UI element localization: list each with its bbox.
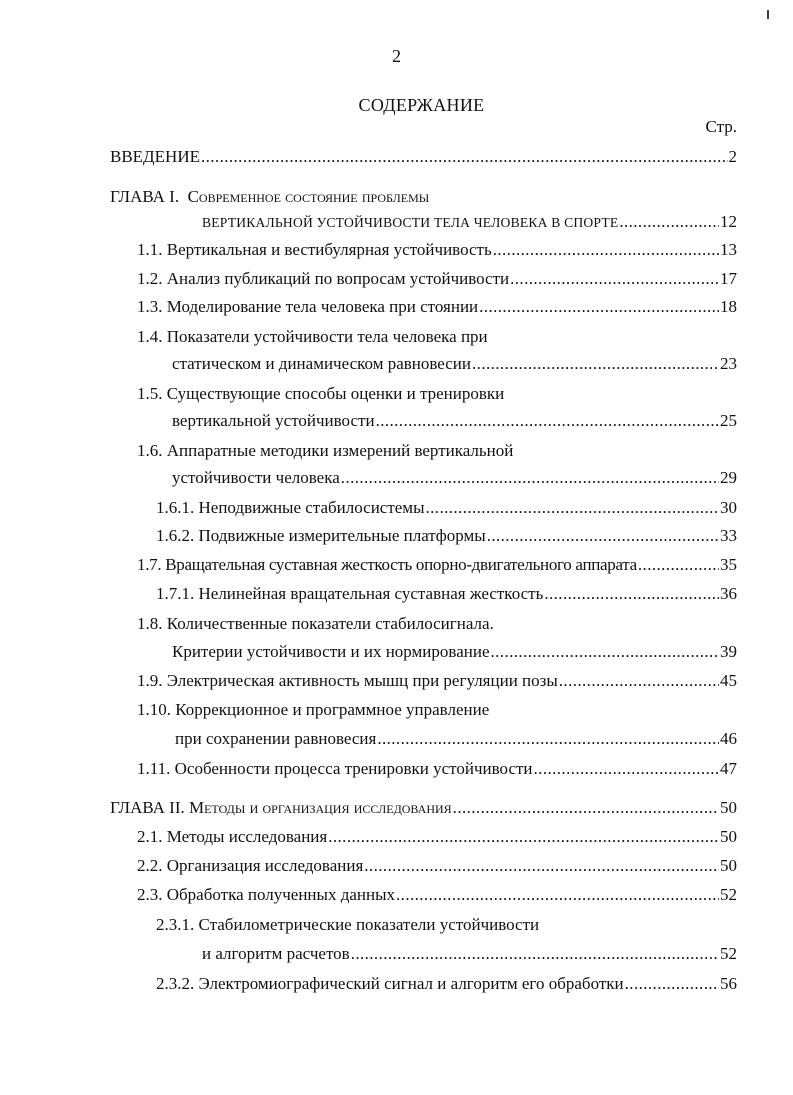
toc-entry-2-3[interactable] bbox=[137, 884, 737, 906]
toc-entry-text: 1.9. Электрическая активность мышц при регуляции позы bbox=[137, 671, 558, 690]
toc-entry-text: 1.2. Анализ публикаций по вопросам устойчивости bbox=[137, 269, 510, 288]
page-number: 2 bbox=[392, 46, 401, 66]
toc-page-number: 46 bbox=[720, 729, 737, 748]
dot-leader bbox=[638, 554, 719, 576]
dot-leader bbox=[487, 525, 719, 547]
toc-entry-2-3-2[interactable] bbox=[156, 973, 737, 995]
toc-entry-text-cont: Критерии устойчивости и их нормирование bbox=[172, 642, 490, 661]
dot-leader bbox=[426, 497, 720, 519]
dot-leader bbox=[544, 583, 719, 605]
chapter-title: Современное состояние проблемы bbox=[187, 187, 430, 206]
toc-page-number: 33 bbox=[720, 526, 737, 545]
page-title: СОДЕРЖАНИЕ bbox=[358, 95, 485, 115]
toc-entry-text: 2.3. Обработка полученных данных bbox=[137, 885, 396, 904]
dot-leader bbox=[341, 467, 719, 489]
toc-entry-2-3-1[interactable]: 2.3.1. Стабилометрические показатели устойчивости bbox=[156, 915, 540, 934]
chapter-label: ГЛАВА I. bbox=[110, 187, 180, 206]
toc-entry-1-7[interactable] bbox=[137, 554, 737, 576]
toc-entry-text-cont: статическом и динамическом равновесии bbox=[172, 354, 472, 373]
dot-leader bbox=[472, 353, 719, 375]
chapter-label: ГЛАВА II. bbox=[110, 798, 185, 817]
toc-entry-1-3[interactable] bbox=[137, 296, 737, 318]
toc-entry-text: 1.7.1. Нелинейная вращательная суставная жесткость bbox=[156, 584, 544, 603]
toc-entry-text: 1.1. Вертикальная и вестибулярная устойчивость bbox=[137, 240, 492, 259]
toc-entry-1-6-2[interactable] bbox=[156, 525, 737, 547]
toc-entry-1-6-1[interactable] bbox=[156, 497, 737, 519]
dot-leader bbox=[351, 943, 719, 965]
toc-entry-text-cont: вертикальной устойчивости bbox=[172, 411, 375, 430]
toc-entry-text: 1.6.2. Подвижные измерительные платформы bbox=[156, 526, 486, 545]
toc-page-number: 36 bbox=[720, 584, 737, 603]
toc-page-number: 45 bbox=[720, 671, 737, 690]
toc-entry-text-cont: и алгоритм расчетов bbox=[202, 944, 350, 963]
dot-leader bbox=[376, 410, 719, 432]
chapter-1-title-cont[interactable] bbox=[202, 211, 737, 233]
toc-entry-1-1[interactable] bbox=[137, 239, 737, 261]
toc-entry-1-4-cont[interactable] bbox=[172, 353, 737, 375]
page-column-label: Стр. bbox=[705, 117, 737, 136]
toc-entry-1-10[interactable]: 1.10. Коррекционное и программное управление bbox=[137, 700, 490, 719]
toc-page-number: 39 bbox=[720, 642, 737, 661]
dot-leader bbox=[619, 211, 719, 233]
toc-entry-1-8-cont[interactable] bbox=[172, 641, 737, 663]
toc-entry-text-cont: при сохранении равновесия bbox=[175, 729, 377, 748]
toc-page-number: 17 bbox=[720, 269, 737, 288]
scan-mark bbox=[767, 10, 769, 19]
toc-entry-text: 2.2. Организация исследования bbox=[137, 856, 364, 875]
toc-entry-text: 1.6.1. Неподвижные стабилосистемы bbox=[156, 498, 425, 517]
toc-page-number: 50 bbox=[720, 827, 737, 846]
toc-page-number: 29 bbox=[720, 468, 737, 487]
toc-entry-1-2[interactable] bbox=[137, 268, 737, 290]
toc-page-number: 18 bbox=[720, 297, 737, 316]
toc-entry-2-2[interactable] bbox=[137, 855, 737, 877]
dot-leader bbox=[625, 973, 719, 995]
chapter-title: Методы и организация исследования bbox=[188, 798, 452, 817]
toc-page-number: 23 bbox=[720, 354, 737, 373]
toc-entry-1-8[interactable]: 1.8. Количественные показатели стабилосигнала. bbox=[137, 614, 494, 633]
toc-page-number: 56 bbox=[720, 974, 737, 993]
dot-leader bbox=[491, 641, 720, 663]
toc-page-number: 30 bbox=[720, 498, 737, 517]
toc-entry-1-4[interactable]: 1.4. Показатели устойчивости тела человека при bbox=[137, 327, 488, 346]
toc-entry-1-5-cont[interactable] bbox=[172, 410, 737, 432]
dot-leader bbox=[453, 797, 719, 819]
dot-leader bbox=[377, 728, 719, 750]
dot-leader bbox=[396, 884, 719, 906]
toc-entry-1-7-1[interactable] bbox=[156, 583, 737, 605]
toc-entry-text: 2.3.2. Электромиографический сигнал и алгоритм его обработки bbox=[156, 974, 624, 993]
toc-page-number: 52 bbox=[720, 944, 737, 963]
dot-leader bbox=[201, 146, 728, 168]
dot-leader bbox=[534, 758, 719, 780]
dot-leader bbox=[364, 855, 719, 877]
toc-entry-text: 1.7. Вращательная суставная жесткость опорно-двигательного аппарата bbox=[137, 555, 637, 574]
toc-page-number: 25 bbox=[720, 411, 737, 430]
toc-entry-1-5[interactable]: 1.5. Существующие способы оценки и тренировки bbox=[137, 384, 505, 403]
toc-entry-1-10-cont[interactable] bbox=[175, 728, 737, 750]
toc-entry-2-3-1-cont[interactable] bbox=[202, 943, 737, 965]
toc-entry-1-6[interactable]: 1.6. Аппаратные методики измерений вертикальной bbox=[137, 441, 514, 460]
toc-page-number: 50 bbox=[720, 856, 737, 875]
toc-entry-text-cont: устойчивости человека bbox=[172, 468, 340, 487]
toc-entry-1-6-cont[interactable] bbox=[172, 467, 737, 489]
toc-entry-1-9[interactable] bbox=[137, 670, 737, 692]
toc-entry-1-11[interactable] bbox=[137, 758, 737, 780]
toc-page-number: 12 bbox=[720, 212, 737, 231]
toc-page-number: 52 bbox=[720, 885, 737, 904]
dot-leader bbox=[510, 268, 719, 290]
toc-page-number: 2 bbox=[728, 147, 737, 166]
chapter-2-heading[interactable] bbox=[110, 797, 737, 819]
chapter-heading-text bbox=[110, 797, 452, 819]
dot-leader bbox=[559, 670, 719, 692]
toc-page-number: 35 bbox=[720, 555, 737, 574]
chapter-1-heading[interactable] bbox=[110, 186, 429, 208]
toc-entry-text: 2.1. Методы исследования bbox=[137, 827, 328, 846]
toc-page-number: 13 bbox=[720, 240, 737, 259]
toc-page-number: 47 bbox=[720, 759, 737, 778]
chapter-title-cont: ВЕРТИКАЛЬНОЙ УСТОЙЧИВОСТИ ТЕЛА ЧЕЛОВЕКА В СПОРТЕ bbox=[202, 215, 619, 230]
toc-entry-label: ВВЕДЕНИЕ bbox=[110, 147, 200, 166]
dot-leader bbox=[479, 296, 719, 318]
toc-entry-text: 1.3. Моделирование тела человека при стоянии bbox=[137, 297, 479, 316]
toc-page-number: 50 bbox=[720, 798, 737, 817]
toc-entry-text: 1.11. Особенности процесса тренировки устойчивости bbox=[137, 759, 533, 778]
dot-leader bbox=[493, 239, 719, 261]
toc-entry-intro[interactable] bbox=[110, 146, 737, 168]
toc-entry-2-1[interactable] bbox=[137, 826, 737, 848]
dot-leader bbox=[328, 826, 719, 848]
